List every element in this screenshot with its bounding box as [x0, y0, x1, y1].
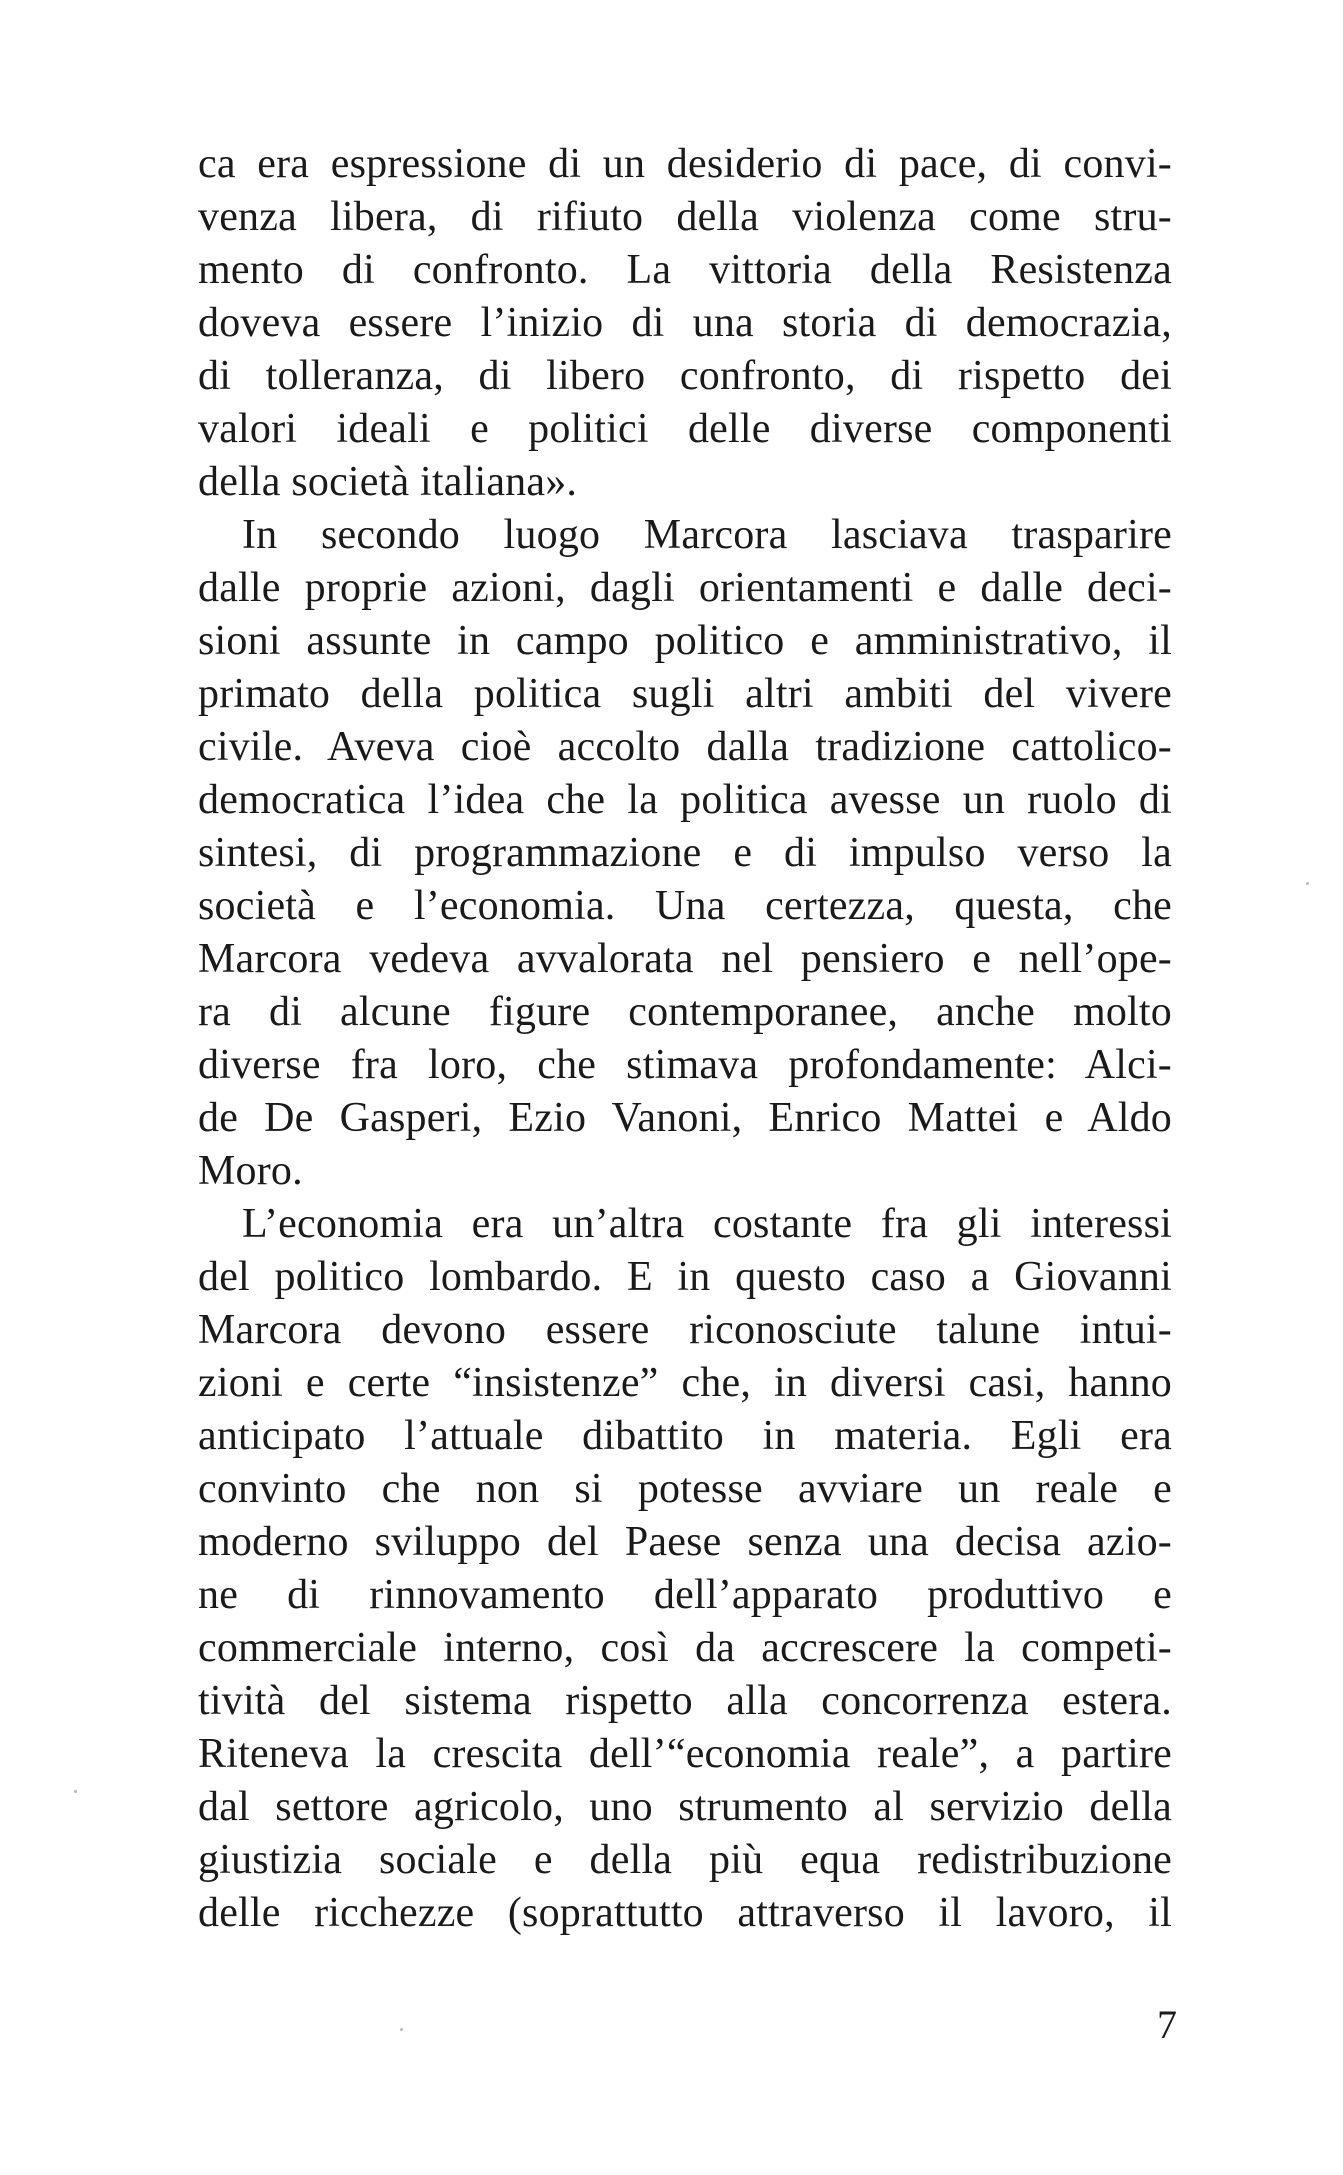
text-line: venza libera, di rifiuto della violenza come stru-	[198, 194, 1172, 240]
text-line: valori ideali e politici delle diverse componenti	[198, 406, 1172, 452]
scan-speck	[1306, 882, 1309, 885]
text-line: ra di alcune figure contemporanee, anche molto	[198, 989, 1172, 1035]
text-line: società e l’economia. Una certezza, questa, che	[198, 883, 1172, 929]
text-line: mento di confronto. La vittoria della Resistenza	[198, 247, 1172, 293]
text-line: Riteneva la crescita dell’“economia reale”, a partire	[198, 1731, 1172, 1777]
text-line: di tolleranza, di libero confronto, di rispetto dei	[198, 353, 1172, 399]
text-line: doveva essere l’inizio di una storia di democrazia,	[198, 300, 1172, 346]
text-line: anticipato l’attuale dibattito in materia. Egli era	[198, 1413, 1172, 1459]
text-line: In secondo luogo Marcora lasciava trasparire	[242, 512, 1172, 558]
text-line: Marcora vedeva avvalorata nel pensiero e nell’ope-	[198, 936, 1172, 982]
text-line: sintesi, di programmazione e di impulso verso la	[198, 830, 1172, 876]
text-line: sioni assunte in campo politico e amministrativo, il	[198, 618, 1172, 664]
text-line: primato della politica sugli altri ambiti del vivere	[198, 671, 1172, 717]
text-line: L’economia era un’altra costante fra gli interessi	[242, 1201, 1172, 1247]
text-line: ne di rinnovamento dell’apparato produttivo e	[198, 1572, 1172, 1618]
page-number: 7	[1157, 2002, 1177, 2047]
text-line: Moro.	[198, 1148, 303, 1194]
text-line: della società italiana».	[198, 459, 578, 505]
text-line: dalle proprie azioni, dagli orientamenti e dalle deci-	[198, 565, 1172, 611]
text-line: commerciale interno, così da accrescere la competi-	[198, 1625, 1172, 1671]
scan-speck	[400, 2028, 403, 2031]
text-line: delle ricchezze (soprattutto attraverso il lavoro, il	[198, 1890, 1172, 1936]
text-line: tività del sistema rispetto alla concorrenza estera.	[198, 1678, 1172, 1724]
text-line: giustizia sociale e della più equa redistribuzione	[198, 1837, 1172, 1883]
scan-speck	[74, 1790, 77, 1793]
text-line: convinto che non si potesse avviare un reale e	[198, 1466, 1172, 1512]
text-line: moderno sviluppo del Paese senza una decisa azio-	[198, 1519, 1172, 1565]
text-line: ca era espressione di un desiderio di pace, di convi-	[198, 141, 1172, 187]
text-line: de De Gasperi, Ezio Vanoni, Enrico Mattei e Aldo	[198, 1095, 1172, 1141]
text-line: civile. Aveva cioè accolto dalla tradizione cattolico-	[198, 724, 1172, 770]
text-line: zioni e certe “insistenze” che, in diversi casi, hanno	[198, 1360, 1172, 1406]
text-line: del politico lombardo. E in questo caso a Giovanni	[198, 1254, 1172, 1300]
text-line: Marcora devono essere riconosciute talune intui-	[198, 1307, 1172, 1353]
text-line: diverse fra loro, che stimava profondamente: Alci-	[198, 1042, 1172, 1088]
text-line: democratica l’idea che la politica avesse un ruolo di	[198, 777, 1172, 823]
body-text	[198, 138, 1172, 1940]
text-line: dal settore agricolo, uno strumento al servizio della	[198, 1784, 1172, 1830]
